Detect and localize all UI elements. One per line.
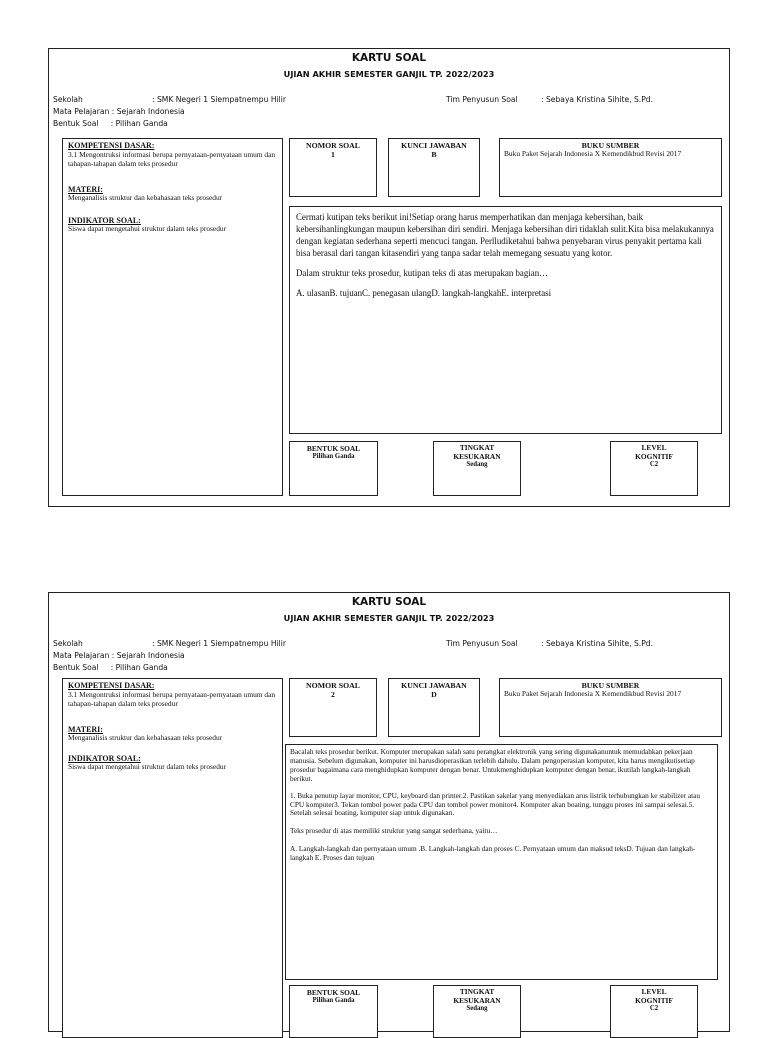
difficulty-label: TINGKAT KESUKARAN	[453, 443, 501, 461]
options-text: A. ulasanB. tujuanC. penegasan ulangD. langkah-langkahE. interpretasi	[296, 288, 552, 298]
cognitive-level-label: LEVEL KOGNITIF	[635, 987, 673, 1005]
question-form-label: BENTUK SOAL	[306, 444, 361, 453]
question-card-1	[48, 48, 730, 507]
source-book-box	[499, 678, 722, 737]
indikator-text: Siswa dapat mengetahui struktur dalam teks prosedur	[68, 223, 227, 233]
question-box	[285, 744, 718, 980]
question-number-label: NOMOR SOAL	[306, 141, 360, 150]
difficulty-box	[433, 985, 521, 1038]
question-form-box	[289, 441, 378, 496]
question-card-2	[48, 592, 730, 1032]
materi-text: Menganalisis struktur dan kebahasaan teks prosedur	[68, 733, 223, 743]
school-label: Sekolah	[53, 639, 83, 648]
question-text: Teks prosedur di atas memiliki struktur yang sangat sederhana, yaitu…	[290, 826, 498, 836]
school-value: : SMK Negeri 1 Siempatnempu Hilir	[152, 639, 287, 648]
question-number-value: 2	[331, 690, 335, 699]
difficulty-label: TINGKAT KESUKARAN	[453, 987, 501, 1005]
answer-key-value: B	[431, 150, 437, 159]
question-number-box	[289, 678, 377, 737]
author-value: : Sebaya Kristina Sihite, S.Pd.	[541, 95, 654, 104]
school-value: : SMK Negeri 1 Siempatnempu Hilir	[152, 95, 287, 104]
answer-key-box	[388, 678, 480, 737]
kd-text: 3.1 Mengontruksi informasi berupa pernyataan-pernyataan umum dan tahapan-tahapan dalam teks prosedur	[68, 690, 276, 708]
question-number-value: 1	[331, 150, 335, 159]
question-form-label: BENTUK SOAL	[306, 988, 361, 997]
card-subtitle: UJIAN AKHIR SEMESTER GANJIL TP. 2022/2023	[283, 613, 495, 623]
question-number-box	[289, 138, 377, 197]
materi-heading: MATERI:	[68, 185, 103, 195]
card-subtitle: UJIAN AKHIR SEMESTER GANJIL TP. 2022/2023	[283, 69, 495, 79]
cognitive-level-box	[610, 985, 698, 1038]
indikator-heading: INDIKATOR SOAL:	[68, 215, 141, 225]
indikator-heading: INDIKATOR SOAL:	[68, 753, 141, 763]
author-row	[446, 639, 653, 648]
stimulus-text: Cermati kutipan teks berikut ini!Setiap orang harus memperhatikan dan menjaga kebersihan, baik kebersihanlingkungan maupun kebersihan diri sendiri. Menjaga kebersihan diri tidaklah sulit.Kita bisa melakukannya dengan kegiatan sederhana seperti mencuci tangan. Perlludiketahui bahwa penyebaran virus penyakit pertama kali bisa berasal dari tangan kitasendiri yang tanpa sadar telah memegang sesuatu yang kotor.	[296, 212, 714, 258]
subject-row: Mata Pelajaran : Sejarah Indonesia	[53, 107, 185, 116]
question-box	[289, 206, 722, 434]
competency-panel	[62, 138, 283, 496]
school-row	[53, 95, 286, 104]
answer-key-label: KUNCI JAWABAN	[401, 141, 467, 150]
author-label: Tim Penyusun Soal	[446, 95, 518, 104]
question-form-box	[289, 985, 378, 1038]
source-book-value: Buku Paket Sejarah Indonesia X Kemendikbud Revisi 2017	[504, 149, 682, 158]
school-row	[53, 639, 286, 648]
kd-heading: KOMPETENSI DASAR:	[68, 681, 155, 690]
cognitive-level-value: C2	[649, 461, 659, 469]
answer-key-label: KUNCI JAWABAN	[401, 681, 467, 690]
answer-key-box	[388, 138, 480, 197]
difficulty-value: Sedang	[466, 461, 488, 469]
question-form-value: Pilihan Ganda	[312, 453, 355, 460]
steps-text: 1. Buka penutup layar monitor, CPU, keyboard dan printer.2. Pastikan sakelar yang menyediakan arus listrik terhubungkan ke stabilizer atau CPU komputer3. Tekan tombol power pada CPU dan tombol power monitor4. Komputer akan boating, tunggu proses ini sampai selesai.5. Setelah selesai boating, komputer siap untuk digunakan.	[290, 790, 701, 818]
source-book-box	[499, 138, 722, 197]
cognitive-level-box	[610, 441, 698, 496]
options-text: A. Langkah-langkah dan pernyataan umum .B. Langkah-langkah dan proses C. Pernyataan umum dan maksud teksD. Tujuan dan langkah-langkah E. Proses dan tujuan	[290, 844, 696, 863]
difficulty-box	[433, 441, 521, 496]
question-form-value: Pilihan Ganda	[312, 997, 355, 1004]
answer-key-value: D	[431, 690, 437, 699]
card-title: KARTU SOAL	[351, 52, 427, 64]
source-book-label: BUKU SUMBER	[581, 141, 640, 150]
school-label: Sekolah	[53, 95, 83, 104]
author-value: : Sebaya Kristina Sihite, S.Pd.	[541, 639, 654, 648]
kd-heading: KOMPETENSI DASAR:	[68, 141, 155, 150]
author-row	[446, 95, 653, 104]
question-number-label: NOMOR SOAL	[306, 681, 360, 690]
card-title: KARTU SOAL	[351, 596, 427, 608]
source-book-value: Buku Paket Sejarah Indonesia X Kemendikbud Revisi 2017	[504, 689, 682, 698]
cognitive-level-label: LEVEL KOGNITIF	[635, 443, 673, 461]
cognitive-level-value: C2	[649, 1005, 659, 1013]
question-text: Dalam struktur teks prosedur, kutipan teks di atas merupakan bagian…	[296, 268, 549, 278]
difficulty-value: Sedang	[466, 1005, 488, 1013]
kd-text: 3.1 Mengontruksi informasi berupa pernyataan-pernyataan umum dan tahapan-tahapan dalam teks prosedur	[68, 150, 276, 168]
materi-heading: MATERI:	[68, 725, 103, 735]
materi-text: Menganalisis struktur dan kebahasaan teks prosedur	[68, 193, 223, 203]
source-book-label: BUKU SUMBER	[581, 681, 640, 690]
question-type-row: Bentuk Soal : Pilihan Ganda	[53, 663, 168, 672]
stimulus-text: Bacalah teks prosedur berikut. Komputer merupakan salah satu perangkat elektronik yang sering digunakanuntuk memudahkan pekerjaan manusia. Sebelum digunakan, komputer ini harusdioperasikan terlebih dahulu. Dalam pengoperasian komputer, kita harus mengikutisetiap prosedur bagaimana cara menghidupkan komputer dengan benar. Untukmenghidupkan komputer dengan benar, ikutilah langkah-langkah berikut.	[290, 747, 695, 783]
subject-row: Mata Pelajaran : Sejarah Indonesia	[53, 651, 185, 660]
author-label: Tim Penyusun Soal	[446, 639, 518, 648]
indikator-text: Siswa dapat mengetahui struktur dalam teks prosedur	[68, 761, 227, 771]
competency-panel	[62, 678, 283, 1038]
question-type-row: Bentuk Soal : Pilihan Ganda	[53, 119, 168, 128]
